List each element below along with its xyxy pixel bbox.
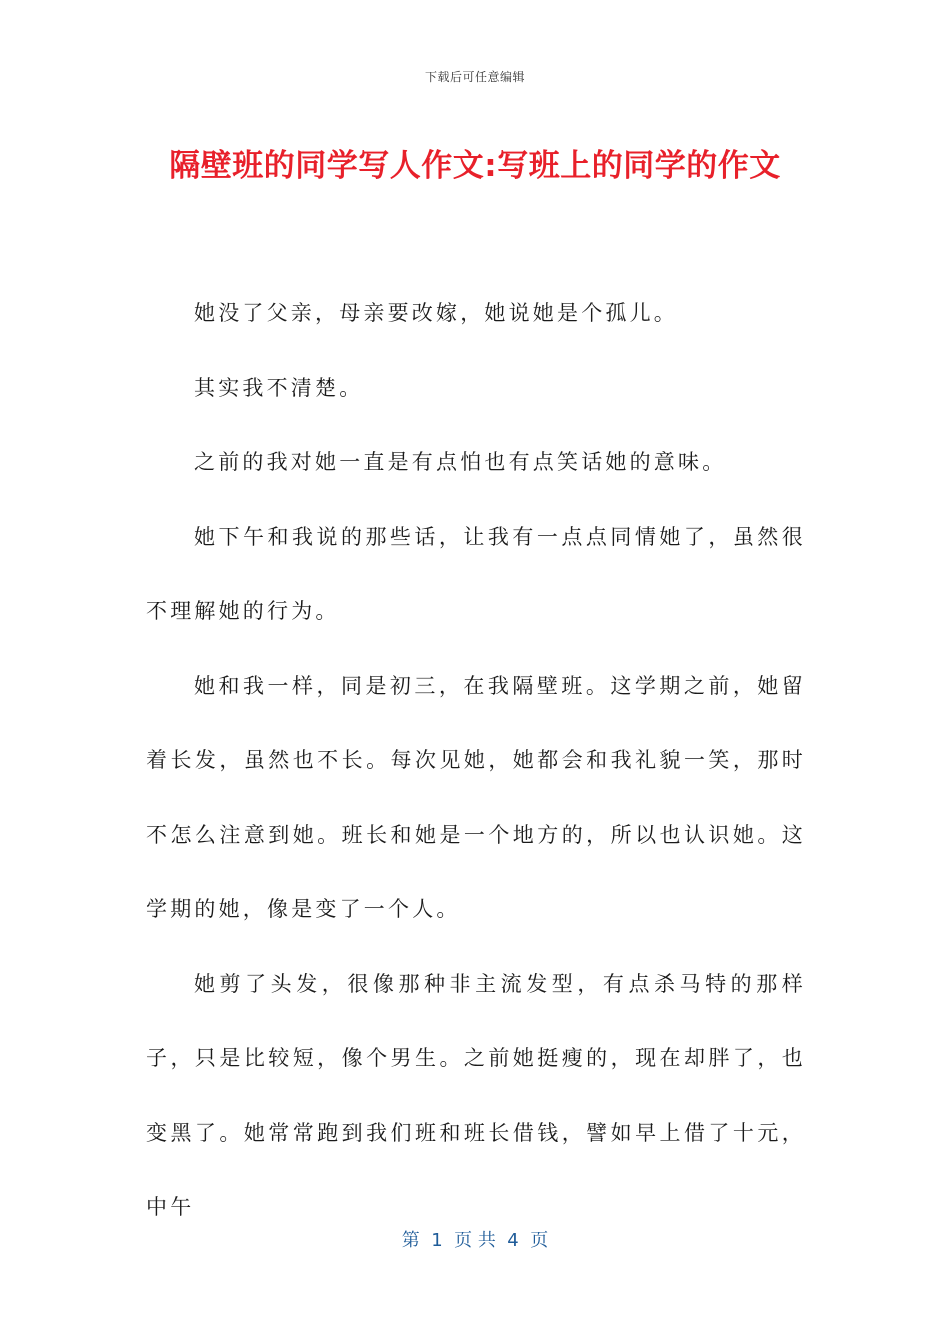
paragraph-6: 她剪了头发，很像那种非主流发型，有点杀马特的那样子，只是比较短，像个男生。之前她挺瘦的，现在却胖了，也变黑了。她常常跑到我们班和班长借钱，譬如早上借了十元，中午 xyxy=(146,971,806,1219)
paragraph-4: 她下午和我说的那些话，让我有一点点同情她了，虽然很不理解她的行为。 xyxy=(146,524,806,623)
document-body xyxy=(146,276,806,1245)
page-footer: 第 1 页 共 4 页 xyxy=(401,1230,549,1251)
paragraph-2: 其实我不清楚。 xyxy=(194,375,364,400)
document-title: 隔壁班的同学写人作文:写班上的同学的作文 xyxy=(169,148,781,184)
download-note: 下载后可任意编辑 xyxy=(424,70,525,84)
paragraph-3: 之前的我对她一直是有点怕也有点笑话她的意味。 xyxy=(194,450,727,474)
paragraph-5: 她和我一样，同是初三，在我隔壁班。这学期之前，她留着长发，虽然也不长。每次见她，她都会和我礼貌一笑，那时不怎么注意到她。班长和她是一个地方的，所以也认识她。这学期的她，像是变了一个人。 xyxy=(146,673,806,921)
paragraph-1: 她没了父亲，母亲要改嫁，她说她是个孤儿。 xyxy=(194,301,678,325)
